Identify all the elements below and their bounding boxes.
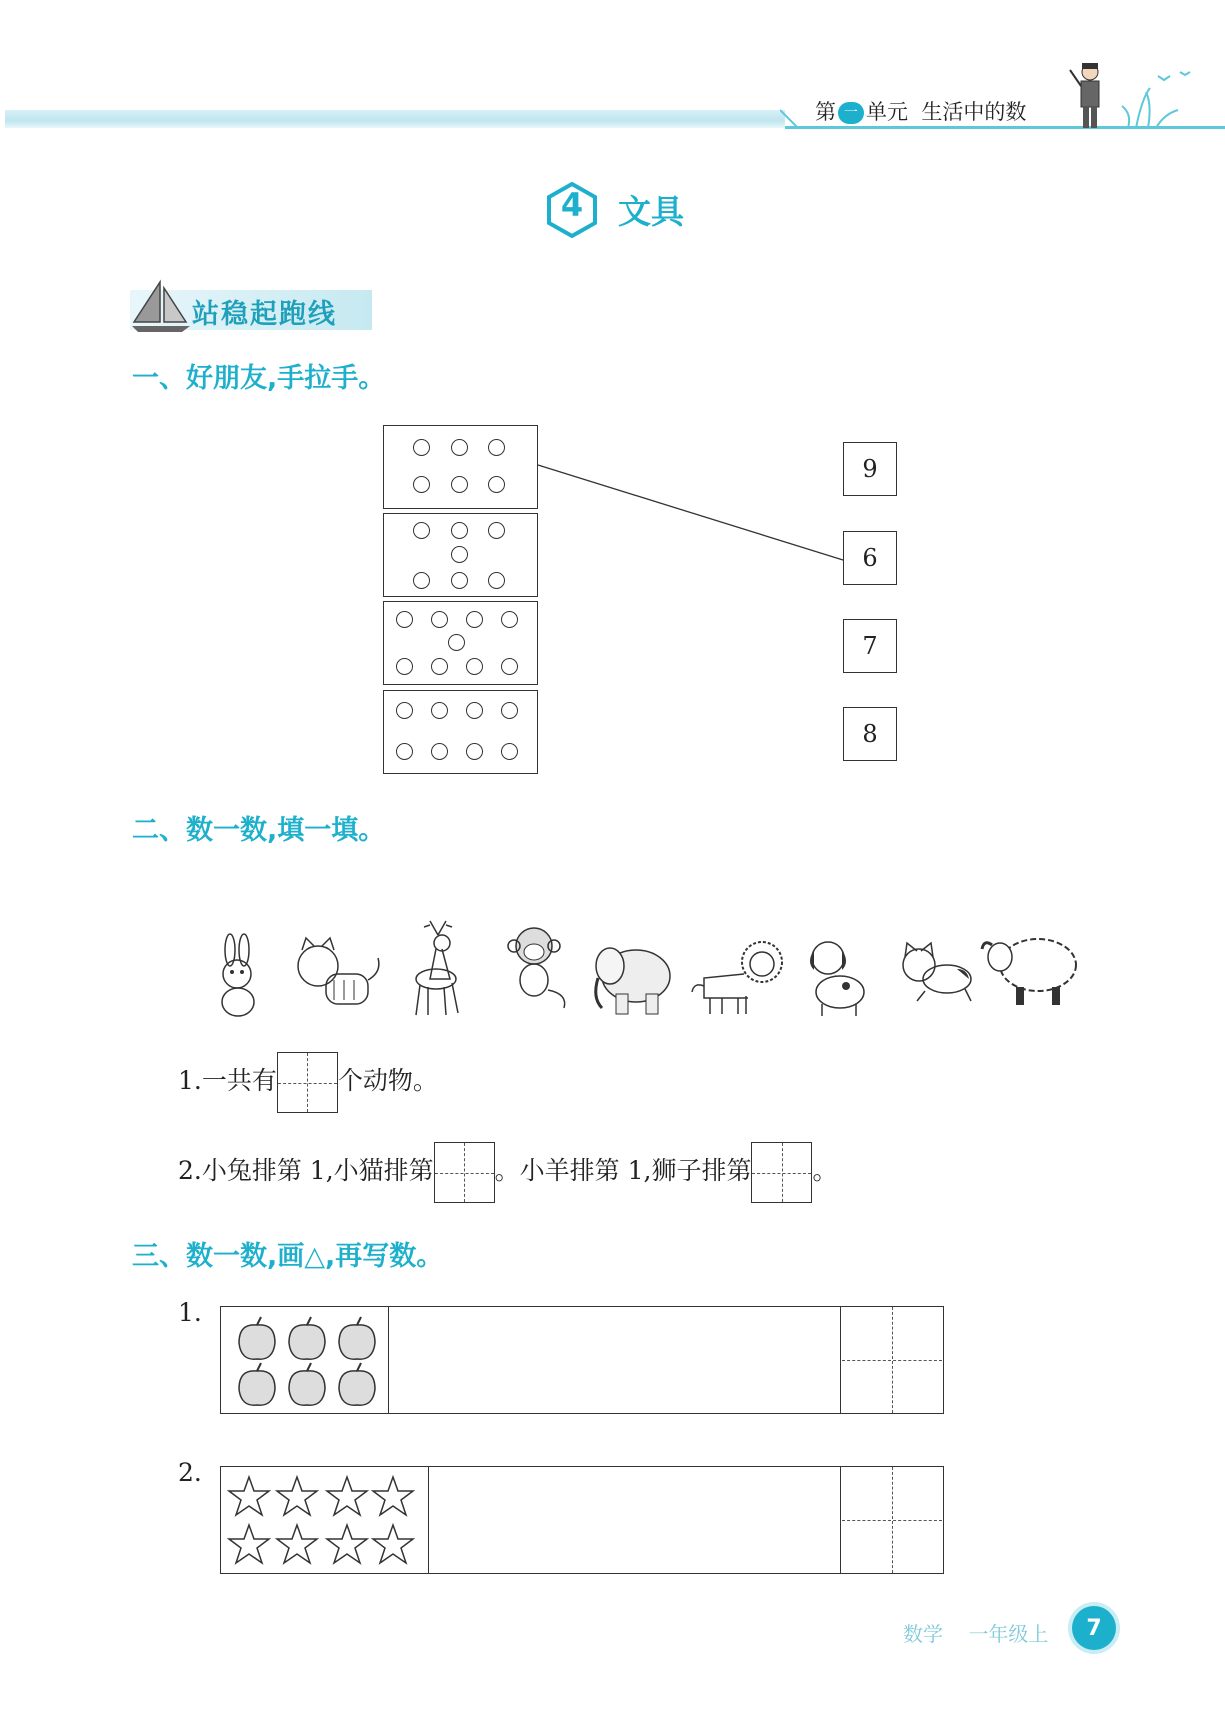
reeds-birds-icon xyxy=(1118,68,1218,132)
lesson-title: 文具 xyxy=(618,192,684,231)
dot-card-6[interactable] xyxy=(383,425,538,509)
dot-card-8[interactable] xyxy=(383,690,538,774)
number-box-8[interactable]: 8 xyxy=(843,707,897,761)
section2-heading: 二、数一数,填一填。 xyxy=(132,815,386,846)
page-number: 7 xyxy=(1072,1606,1116,1650)
dot-card-7[interactable] xyxy=(383,513,538,597)
dot-card-9[interactable] xyxy=(383,601,538,685)
number-box-7[interactable]: 7 xyxy=(843,619,897,673)
header-slant-icon xyxy=(780,106,810,130)
footer-text: 数学 一年级上 xyxy=(903,1622,1049,1646)
rabbit-icon xyxy=(200,930,280,1020)
teacher-icon xyxy=(1068,60,1108,132)
apple-icon-group xyxy=(235,1315,385,1407)
answer-box-lion-position[interactable] xyxy=(751,1142,812,1203)
tiger-icon xyxy=(290,930,385,1020)
monkey-icon xyxy=(498,920,578,1010)
apple-counting-row xyxy=(220,1306,944,1414)
cat-icon xyxy=(895,935,975,1025)
dog-icon xyxy=(800,930,880,1020)
lion-icon xyxy=(690,930,790,1020)
answer-box-apples[interactable] xyxy=(843,1309,940,1411)
item1-label: 1. xyxy=(178,1298,202,1327)
section3-heading: 三、数一数,画△,再写数。 xyxy=(132,1241,444,1272)
section1-heading: 一、好朋友,手拉手。 xyxy=(132,363,386,394)
lesson-number: 4 xyxy=(560,186,584,224)
triangle-drawing-area[interactable] xyxy=(391,1309,838,1411)
unit-number-badge: 一 xyxy=(838,102,864,124)
elephant-icon xyxy=(580,930,680,1020)
answer-box-total[interactable] xyxy=(277,1052,338,1113)
answer-box-stars[interactable] xyxy=(843,1469,940,1571)
item2-label: 2. xyxy=(178,1458,202,1487)
number-box-6[interactable]: 6 xyxy=(843,531,897,585)
question-2-1: 1.一共有 个动物。 xyxy=(178,1052,438,1113)
triangle-drawing-area[interactable] xyxy=(431,1469,838,1571)
sheep-icon xyxy=(978,925,1080,1015)
banner-text: 站稳起跑线 xyxy=(192,299,337,330)
star-counting-row xyxy=(220,1466,944,1574)
sailboat-icon xyxy=(128,278,194,334)
answer-box-cat-position[interactable] xyxy=(434,1142,495,1203)
deer-icon xyxy=(398,915,478,1020)
question-2-2: 2.小兔排第 1,小猫排第 。小羊排第 1,狮子排第 。 xyxy=(178,1142,837,1203)
header-decoration-band xyxy=(5,110,785,128)
unit-header-title: 第 一 单元 生活中的数 xyxy=(815,100,1027,124)
number-box-9[interactable]: 9 xyxy=(843,442,897,496)
star-icon-group xyxy=(227,1473,427,1569)
